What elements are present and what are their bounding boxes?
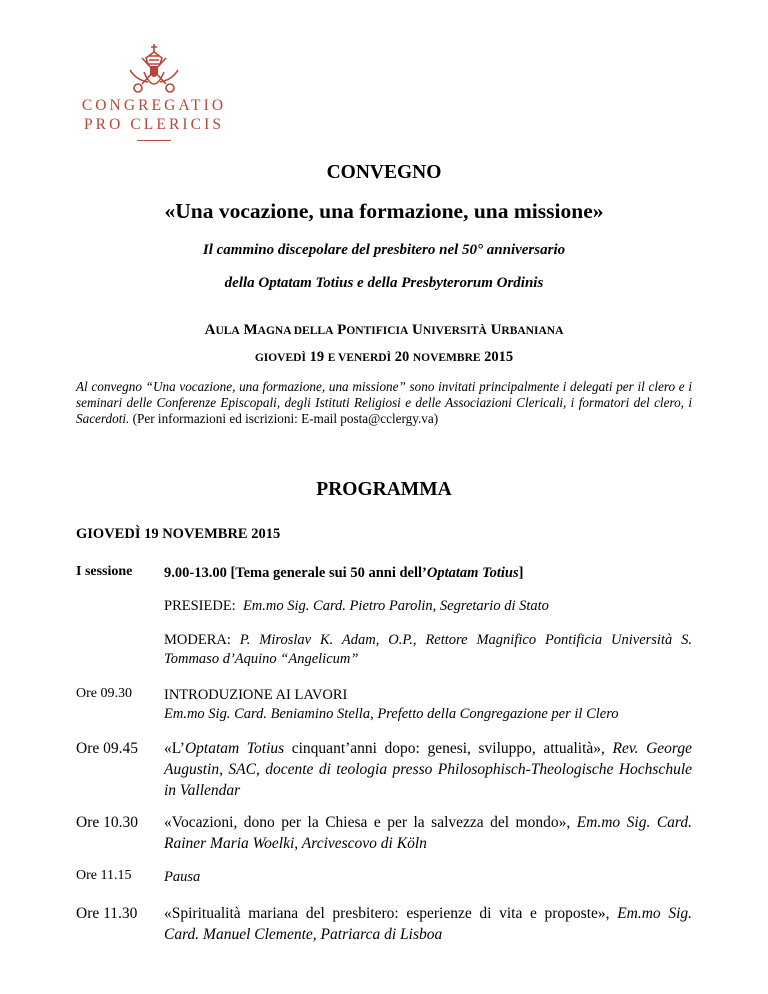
item-time: Ore 10.30 — [76, 814, 138, 831]
agenda-item: «Spiritualità mariana del presbitero: esperienze di vita e proposte», Em.mo Sig. Card. Manuel Clemente, Patriarca di Lisboa — [164, 905, 692, 943]
venue: AULA MAGNA DELLA PONTIFICIA UNIVERSITÀ URBANIANA — [204, 322, 564, 338]
subtitle-line-1: Il cammino discepolare del presbitero nel 50° anniversario — [202, 242, 566, 258]
item-time: Ore 11.30 — [76, 905, 138, 922]
logo — [74, 38, 234, 141]
modera: MODERA: P. Miroslav K. Adam, O.P., Rettore Magnifico Pontificia Università S. Tommaso d’Aquino “Angelicum” — [164, 632, 692, 667]
item-time: Ore 11.15 — [76, 868, 132, 883]
logo-line-2: PRO CLERICIS — [83, 116, 225, 133]
logo-line-1: CONGREGATIO — [81, 97, 227, 114]
subtitle-line-2: della Optatam Totius e della Presbyterorum Ordinis — [224, 275, 544, 291]
agenda-item: «L’Optatam Totius cinquant’anni dopo: genesi, sviluppo, attualità», Rev. George Augustin, SAC, docente di teologia presso Philosophisch-Theologische Hochschule in Vallendar — [164, 740, 692, 799]
presiede: PRESIEDE: Em.mo Sig. Card. Pietro Parolin, Segretario di Stato — [164, 598, 549, 614]
session-title: 9.00-13.00 [Tema generale sui 50 anni dell’Optatam Totius] — [164, 565, 524, 581]
day-heading: GIOVEDÌ 19 NOVEMBRE 2015 — [76, 526, 281, 542]
session-label: I sessione — [76, 564, 133, 579]
item-time: Ore 09.45 — [76, 740, 138, 757]
convegno-heading: CONVEGNO — [326, 162, 442, 183]
agenda-item: INTRODUZIONE AI LAVORI Em.mo Sig. Card. Beniamino Stella, Prefetto della Congregazione per il Clero — [164, 687, 619, 722]
programma-heading: PROGRAMMA — [316, 479, 452, 500]
logo-divider — [137, 140, 171, 141]
agenda-item: Pausa — [164, 869, 201, 885]
agenda-item: «Vocazioni, dono per la Chiesa e per la salvezza del mondo», Em.mo Sig. Card. Rainer Maria Woelki, Arcivescovo di Köln — [164, 814, 692, 852]
intro-paragraph: Al convegno “Una vocazione, una formazione, una missione” sono invitati principalmente i delegati per il clero e i seminari delle Conferenze Episcopali, degli Istituti Religiosi e delle Associazioni Clericali, i formatori del clero, i Sacerdoti. (Per informazioni ed iscrizioni: E-mail posta@cclergy.va) — [76, 379, 692, 426]
conference-dates: GIOVEDÌ 19 E VENERDÌ 20 NOVEMBRE 2015 — [254, 349, 514, 365]
papal-coat-of-arms-icon — [122, 38, 186, 96]
conference-title: «Una vocazione, una formazione, una missione» — [164, 199, 604, 223]
item-time: Ore 09.30 — [76, 686, 132, 701]
